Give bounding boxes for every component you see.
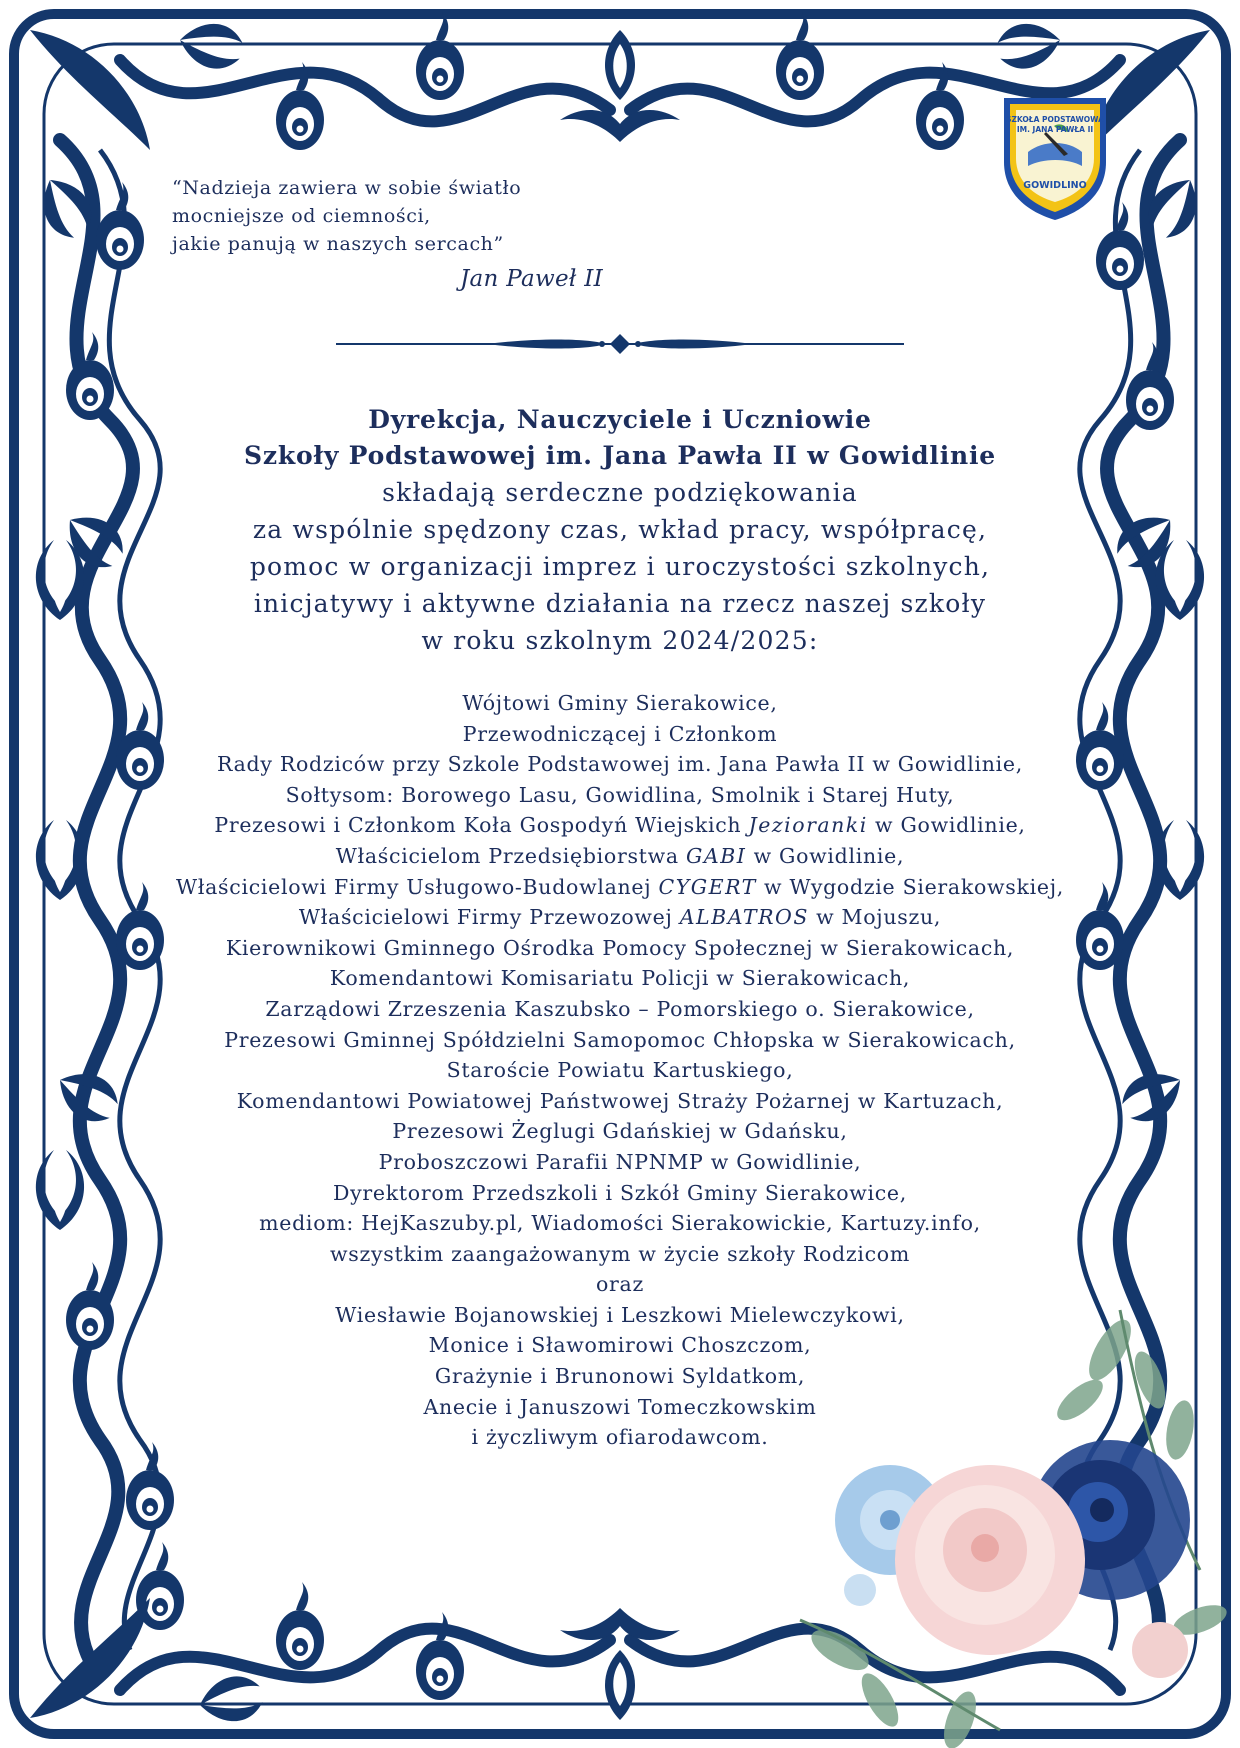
quote-line: “Nadzieja zawiera w sobie światło [172,177,522,199]
recipient-line: Wójtowi Gminy Sierakowice, [462,691,778,715]
recipient-text: w Wygodzie Sierakowskiej, [764,874,1064,899]
school-logo [998,92,1112,224]
flower-bouquet-image [780,1290,1240,1748]
recipient-text: Właścicielowi Firmy Przewozowej [298,905,673,930]
recipient-line: Przewodniczącej i Członkom [462,721,778,746]
recipient-text: w Mojuszu, [816,905,942,930]
thanks-heading [150,402,1090,659]
recipient-line: Kierownikowi Gminnego Ośrodka Pomocy Społecznej w Sierakowicach, [225,935,1015,960]
recipient-line: i życzliwym ofiarodawcom. [471,1425,769,1450]
recipient-line: Komendantowi Komisariatu Policji w Sierakowicach, [329,966,911,991]
recipient-organization-name: Jezioranki [748,813,868,838]
recipient-line: Dyrektorom Przedszkoli i Szkół Gminy Sierakowice, [333,1180,907,1205]
recipient-line: Anecie i Januszowi Tomeczkowskim [423,1394,817,1419]
recipient-line: wszystkim zaangażowanym w życie szkoły Rodzicom [330,1241,910,1266]
recipient-line [110,841,1130,872]
opening-quote [172,174,612,258]
recipient-text: w Gowidlinie, [875,813,1026,838]
recipient-line: Prezesowi Gminnej Spółdzielni Samopomoc Chłopska w Sierakowicach, [224,1027,1016,1052]
quote-author: Jan Paweł II [460,266,604,292]
recipient-line [110,810,1130,841]
recipient-line: Wiesławie Bojanowskiej i Leszkowi Mielewczykowi, [335,1302,905,1327]
recipient-line: mediom: HejKaszuby.pl, Wiadomości Sierakowickie, Kartuzy.info, [259,1211,981,1236]
logo-bottom-text: GOWIDLINO [1023,180,1087,191]
intro-line: składają serdeczne podziękowania [382,478,858,507]
recipient-text: Właścicielowi Firmy Usługowo-Budowlanej [176,874,652,899]
recipient-text: w Gowidlinie, [753,843,905,868]
recipient-line: Staroście Powiatu Kartuskiego, [446,1058,794,1083]
recipient-line [110,872,1130,903]
ornamental-divider [336,326,904,362]
intro-line: za wspólnie spędzony czas, wkład pracy, współpracę, [252,515,988,544]
recipient-line: Prezesowi Żeglugi Gdańskiej w Gdańsku, [392,1119,848,1144]
recipient-line: Proboszczowi Parafii NPNMP w Gowidlinie, [378,1149,862,1174]
recipient-organization-name: CYGERT [658,874,757,899]
recipient-line: Komendantowi Powiatowej Państwowej Straży Pożarnej w Kartuzach, [236,1088,1004,1113]
intro-line: pomoc w organizacji imprez i uroczystości szkolnych, [249,552,991,581]
intro-line: w roku szkolnym 2024/2025: [421,626,819,655]
recipient-line: Sołtysom: Borowego Lasu, Gowidlina, Smolnik i Starej Huty, [285,782,955,807]
logo-top-text: SZKOŁA PODSTAWOWA [1006,115,1104,124]
recipient-line: Monice i Sławomirowi Choszczom, [428,1333,812,1358]
heading-line-1: Dyrekcja, Nauczyciele i Uczniowie [368,405,872,434]
intro-line: inicjatywy i aktywne działania na rzecz naszej szkoły [253,589,987,618]
recipient-organization-name: ALBATROS [679,905,809,930]
recipient-line [110,902,1130,933]
recipient-line: Rady Rodziców przy Szkole Podstawowej im. Jana Pawła II w Gowidlinie, [217,752,1023,777]
quote-line: mocniejsze od ciemności, [172,205,431,227]
recipient-line: oraz [596,1272,644,1297]
recipient-line: Grażynie i Brunonowi Syldatkom, [434,1364,806,1389]
recipient-organization-name: GABI [686,843,747,868]
recipient-line: Zarządowi Zrzeszenia Kaszubsko – Pomorskiego o. Sierakowice, [265,996,975,1021]
recipient-text: Właścicielom Przedsiębiorstwa [335,843,679,868]
quote-line: jakie panują w naszych sercach” [172,233,504,255]
logo-middle-text: IM. JANA PAWŁA II [1016,125,1094,134]
heading-line-2: Szkoły Podstawowej im. Jana Pawła II w Gowidlinie [243,441,997,470]
recipient-text: Prezesowi i Członkom Koła Gospodyń Wiejskich [214,813,742,838]
